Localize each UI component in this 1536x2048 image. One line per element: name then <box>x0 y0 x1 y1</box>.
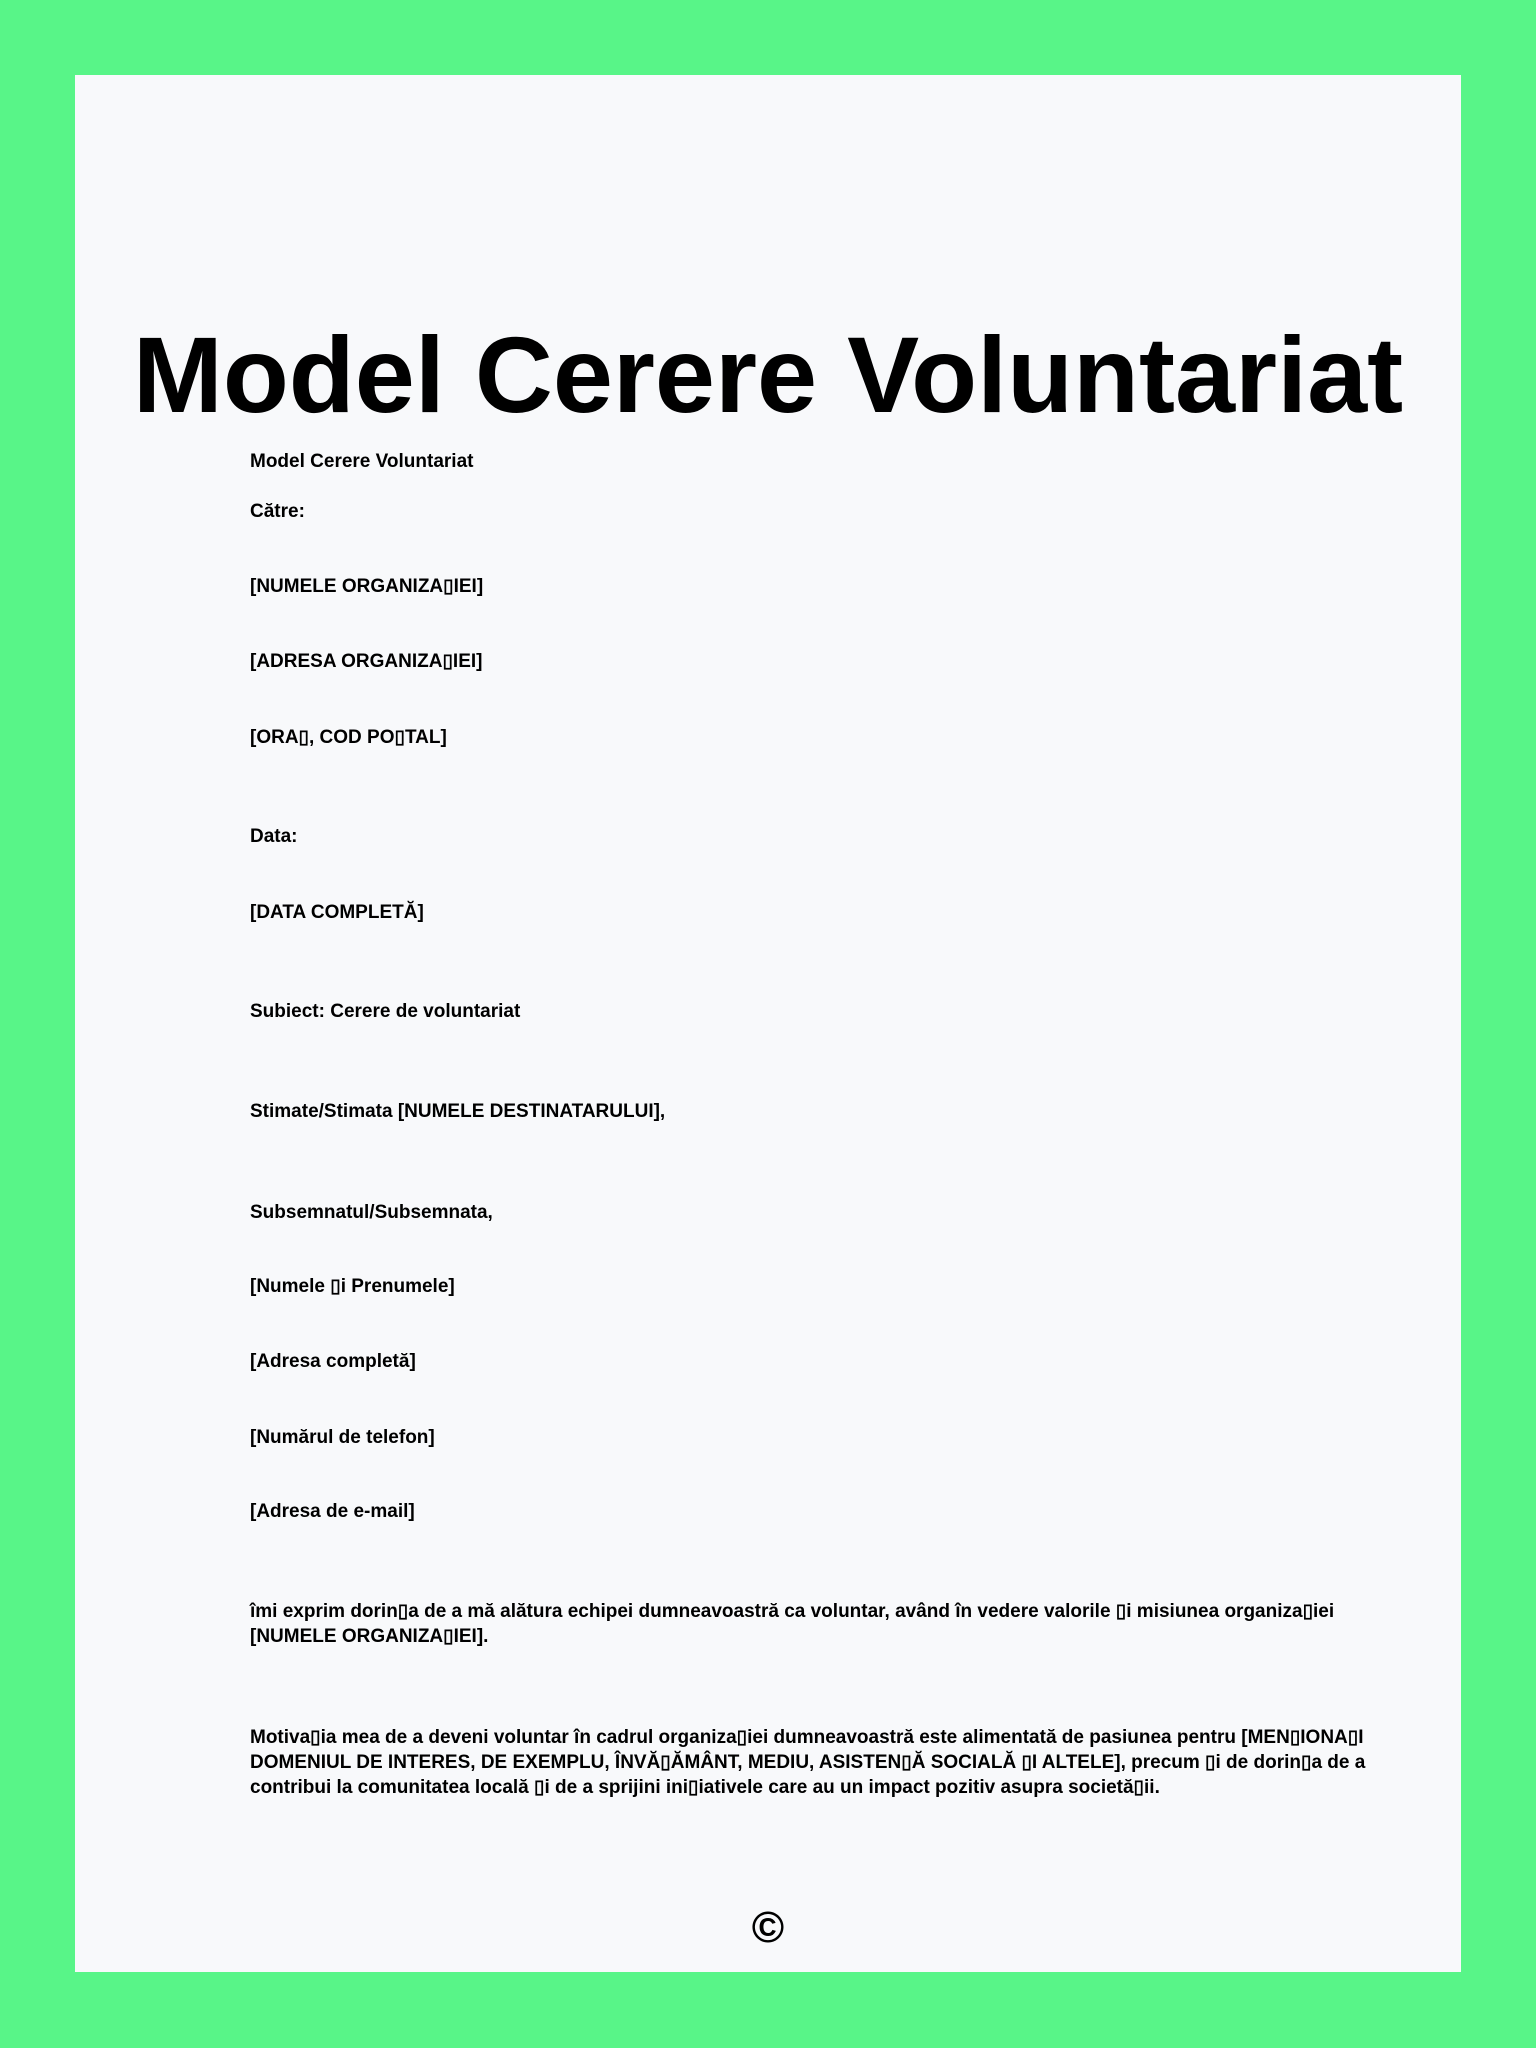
document-page <box>75 75 1461 1972</box>
full-address: [Adresa completă] <box>250 1351 416 1372</box>
date-value: [DATA COMPLETĂ] <box>250 902 424 923</box>
full-name: [Numele ▯i Prenumele] <box>250 1276 455 1297</box>
doc-heading: Model Cerere Voluntariat <box>250 451 474 472</box>
city-postal-code: [ORA▯, COD PO▯TAL] <box>250 727 447 748</box>
date-label: Data: <box>250 826 298 847</box>
intro-paragraph: îmi exprim dorin▯a de a mă alătura echipei dumneavoastră ca voluntar, având în vedere valorile ▯i misiunea organiza▯iei [NUMELE ORGANIZA▯IEI]. <box>250 1601 1335 1647</box>
organization-address: [ADRESA ORGANIZA▯IEI] <box>250 651 483 672</box>
phone-number: [Numărul de telefon] <box>250 1427 435 1448</box>
email-address: [Adresa de e-mail] <box>250 1501 415 1522</box>
organization-name: [NUMELE ORGANIZA▯IEI] <box>250 576 484 597</box>
copyright-icon: © <box>751 1903 785 1952</box>
subject-line: Subiect: Cerere de voluntariat <box>250 1001 521 1022</box>
salutation: Stimate/Stimata [NUMELE DESTINATARULUI], <box>250 1101 666 1122</box>
recipient-label: Către: <box>250 501 305 522</box>
undersigned-label: Subsemnatul/Subsemnata, <box>250 1202 493 1223</box>
page-title: Model Cerere Voluntariat <box>132 314 1404 435</box>
motivation-paragraph: Motiva▯ia mea de a deveni voluntar în cadrul organiza▯iei dumneavoastră este alimentată de pasiunea pentru [MEN▯IONA▯I DOMENIUL DE INTERES, DE EXEMPLU, ÎNVĂ▯ĂMÂNT, MEDIU, ASISTEN▯Ă SOCIALĂ ▯I ALTELE], precum ▯i de dorin▯a de a contribui la comunitatea locală ▯i de a sprijini ini▯iativele care au un impact pozitiv asupra societă▯ii. <box>250 1727 1366 1798</box>
